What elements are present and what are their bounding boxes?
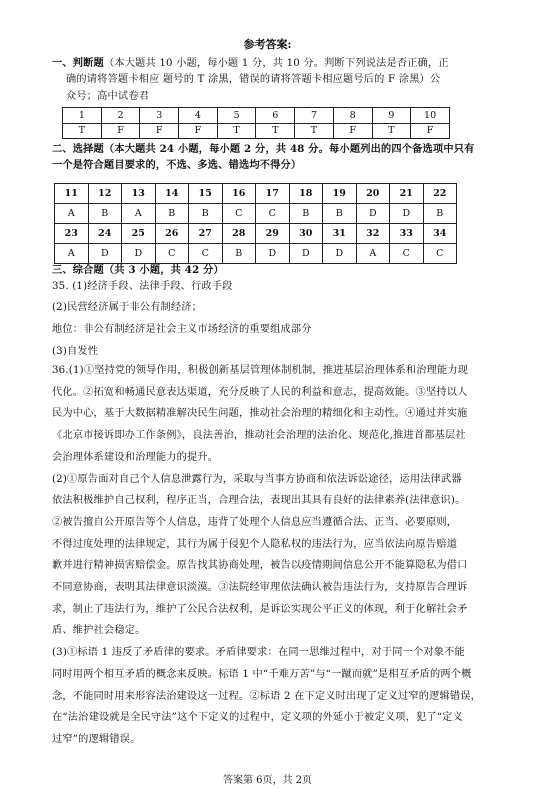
q36-line: 同时用两个相互矛盾的概念来反映。标语 1 中“千难万苦”与“一蹴而就”是相互矛盾的两个概 xyxy=(52,668,472,680)
answer-cell: B xyxy=(423,204,457,224)
answer-cell: F xyxy=(333,123,372,139)
section1-line1 xyxy=(52,55,492,72)
question-number-cell: 15 xyxy=(189,184,223,204)
section2-intro xyxy=(52,141,492,174)
question-number-cell: 17 xyxy=(256,184,290,204)
page-title: 参考答案: xyxy=(243,38,292,51)
question-number-cell: 14 xyxy=(155,184,189,204)
section2-line2: 一个是符合题目要求的，不选、多选、错选均不得分） xyxy=(52,159,302,172)
q35-line: 35. (1)经济手段、法律手段、行政手段 xyxy=(52,281,233,292)
answer-cell: C xyxy=(423,244,457,264)
question-number-cell: 7 xyxy=(295,108,334,124)
answer-cell: T xyxy=(256,123,295,139)
answer-cell: A xyxy=(55,244,89,264)
q36-line: (2)①原告面对自己个人信息泄露行为，采取与当事方协商和依法诉讼途径，运用法律武器 xyxy=(52,473,462,485)
q36-line: 民为中心，基于大数据精准解决民生问题，推动社会治理的精细化和主动性。④通过并实施 xyxy=(52,408,468,420)
question-number-cell: 34 xyxy=(423,224,457,244)
q35-line: 地位：非公有制经济是社会主义市场经济的重要组成部分 xyxy=(52,324,312,335)
answer-cell: D xyxy=(289,244,323,264)
question-number-cell: 10 xyxy=(411,108,450,124)
question-number-cell: 26 xyxy=(155,224,189,244)
question-number-cell: 16 xyxy=(222,184,256,204)
question-number-cell: 25 xyxy=(122,224,156,244)
answer-cell: D xyxy=(122,244,156,264)
judgment-answer-table xyxy=(62,107,450,139)
question-36 xyxy=(52,360,484,751)
question-number-cell: 9 xyxy=(372,108,411,124)
answer-cell: D xyxy=(356,204,390,224)
question-number-cell: 4 xyxy=(179,108,218,124)
answer-cell: B xyxy=(189,204,223,224)
answer-cell: D xyxy=(390,204,424,224)
q36-line: 念，不能同时用来形容法治建设这一过程。②标语 2 在下定义时出现了定义过窄的逻辑错误， xyxy=(52,690,482,702)
answer-cell: T xyxy=(63,123,102,139)
question-number-cell: 27 xyxy=(189,224,223,244)
answer-cell: T xyxy=(295,123,334,139)
question-number-cell: 11 xyxy=(55,184,89,204)
q36-line: (3)①标语 1 违反了矛盾律的要求。矛盾律要求：在同一思维过程中，对于同一个对象不能 xyxy=(52,647,465,659)
page-footer: 答案第 6页，共 2页 xyxy=(222,775,313,786)
q36-line: ②被告擅自公开原告等个人信息，违背了处理个人信息应当遵循合法、正当、必要原则， xyxy=(52,516,458,528)
answer-cell: B xyxy=(289,204,323,224)
section1-desc-1: （本大题共 10 小题，每小题 1 分，共 10 分。判断下列说法是否正确，正 xyxy=(103,58,449,69)
answer-cell: D xyxy=(323,244,357,264)
question-number-cell: 19 xyxy=(323,184,357,204)
question-number-cell: 30 xyxy=(289,224,323,244)
question-number-cell: 24 xyxy=(88,224,122,244)
q36-line: 《北京市接诉即办工作条例》，良法善治，推动社会治理的法治化、规范化,推进首都基层社 xyxy=(52,430,466,442)
answer-cell: F xyxy=(101,123,140,139)
question-number-cell: 8 xyxy=(333,108,372,124)
answer-cell: F xyxy=(411,123,450,139)
answer-cell: B xyxy=(155,204,189,224)
question-number-cell: 21 xyxy=(390,184,424,204)
question-number-cell: 1 xyxy=(63,108,102,124)
table-row-answers xyxy=(55,204,457,224)
answer-cell: B xyxy=(222,244,256,264)
question-number-cell: 29 xyxy=(256,224,290,244)
table-row-answers xyxy=(63,123,450,139)
question-number-cell: 18 xyxy=(289,184,323,204)
q36-line: 在“法治建设就是全民守法”这个下定义的过程中，定义项的外延小于被定义项，犯了“定义 xyxy=(52,712,463,724)
question-number-cell: 5 xyxy=(217,108,256,124)
q36-line: 不得过度处理的法律规定，其行为属于侵犯个人隐私权的违法行为，应当依法向原告赔道 xyxy=(52,538,458,550)
section3-heading: 三、综合题（共 3 小题，共 42 分） xyxy=(52,264,224,276)
section1-intro xyxy=(52,55,492,105)
answer-cell: C xyxy=(256,204,290,224)
q35-line: (2)民营经济属于非公有制经济； xyxy=(52,302,203,313)
section1-line2: 确的请将答题卡相应 题号的 T 涂黑，错误的请将答题卡相应题号后的 F 涂黑）公 xyxy=(66,74,441,86)
question-number-cell: 33 xyxy=(390,224,424,244)
question-number-cell: 23 xyxy=(55,224,89,244)
q36-line: 盾、维护社会稳定。 xyxy=(52,625,146,637)
q36-line: 36.(1)①坚持党的领导作用，积极创新基层管理体制机制，推进基层治理体系和治理能力现 xyxy=(52,365,469,376)
answer-cell: D xyxy=(256,244,290,264)
question-number-cell: 20 xyxy=(356,184,390,204)
question-number-cell: 32 xyxy=(356,224,390,244)
answer-cell: B xyxy=(323,204,357,224)
answer-cell: T xyxy=(217,123,256,139)
q36-line: 依法积极维护自己权利，程序正当，合理合法，表现出其具有良好的法律素养(法律意识)。 xyxy=(52,495,466,507)
section1-line3: 众号；高中试卷君 xyxy=(66,90,150,102)
question-35 xyxy=(52,278,484,361)
table-row-numbers xyxy=(63,108,450,124)
question-number-cell: 12 xyxy=(88,184,122,204)
table-row-numbers xyxy=(55,184,457,204)
question-number-cell: 6 xyxy=(256,108,295,124)
question-number-cell: 28 xyxy=(222,224,256,244)
answer-cell: C xyxy=(390,244,424,264)
q36-line: 过窄”的逻辑错误。 xyxy=(52,733,141,745)
choice-answer-table xyxy=(54,183,457,264)
table-row-numbers xyxy=(55,224,457,244)
answer-cell: C xyxy=(189,244,223,264)
q36-line: 歉并进行精神损害赔偿金。原告找其协商处理，被告以疫情期间信息公开不能算隐私为借口 xyxy=(52,560,468,572)
question-number-cell: 22 xyxy=(423,184,457,204)
answer-cell: C xyxy=(222,204,256,224)
answer-cell: B xyxy=(88,204,122,224)
answer-cell: C xyxy=(155,244,189,264)
answer-cell: F xyxy=(179,123,218,139)
answer-cell: A xyxy=(356,244,390,264)
section1-heading: 一、判断题 xyxy=(52,57,104,69)
answer-cell: D xyxy=(88,244,122,264)
section2-line1: 二、选择题（本大题共 24 小题，每小题 2 分，共 48 分。每小题列出的四个备选项中只有 xyxy=(52,143,475,155)
question-number-cell: 3 xyxy=(140,108,179,124)
table-row-answers xyxy=(55,244,457,264)
q36-line: 不同意协商，表明其法律意识淡漠。③法院经审理依法确认被告违法行为，支持原告合理诉 xyxy=(52,582,468,594)
q36-line: 求，制止了违法行为，维护了公民合法权利，是诉讼实现公平正义的体现，利于化解社会矛 xyxy=(52,603,468,615)
answer-cell: F xyxy=(140,123,179,139)
question-number-cell: 13 xyxy=(122,184,156,204)
answer-cell: A xyxy=(122,204,156,224)
question-number-cell: 31 xyxy=(323,224,357,244)
question-number-cell: 2 xyxy=(101,108,140,124)
q35-line: (3)自发性 xyxy=(52,346,99,357)
q36-line: 会治理体系建设和治理能力的提升。 xyxy=(52,451,219,463)
q36-line: 代化。②拓宽和畅通民意表达渠道，充分反映了人民的利益和意志，提高效能。③坚持以人 xyxy=(52,386,468,398)
answer-cell: A xyxy=(55,204,89,224)
answer-cell: T xyxy=(372,123,411,139)
